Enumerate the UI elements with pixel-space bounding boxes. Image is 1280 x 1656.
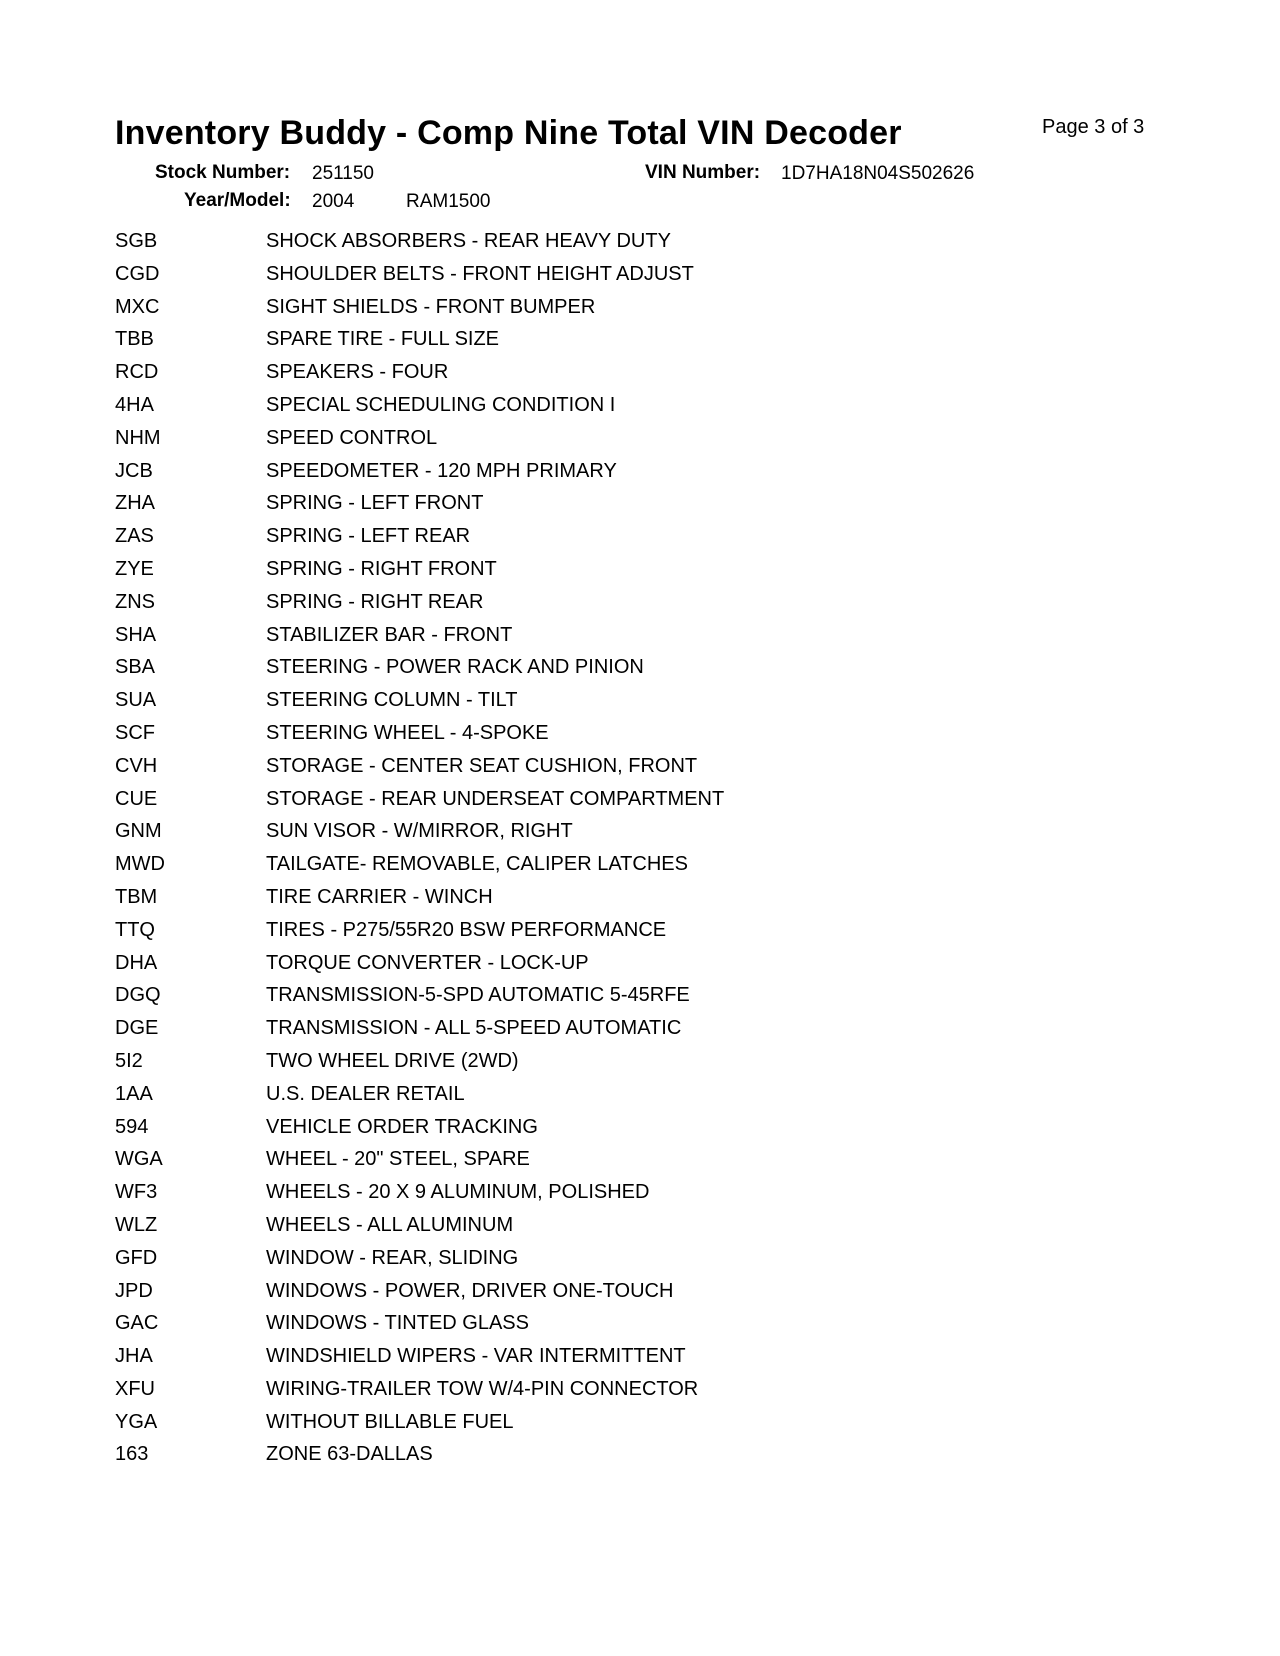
model-value: RAM1500 — [406, 191, 491, 212]
option-code-list — [115, 228, 1015, 1474]
list-item — [115, 1376, 1015, 1409]
option-description: SPRING - LEFT REAR — [266, 525, 471, 548]
list-item — [115, 556, 1015, 589]
option-description: STEERING COLUMN - TILT — [266, 689, 518, 712]
list-item — [115, 917, 1015, 950]
option-description: STABILIZER BAR - FRONT — [266, 623, 513, 646]
list-item — [115, 1343, 1015, 1376]
list-item — [115, 294, 1015, 327]
option-code: 4HA — [115, 393, 154, 416]
list-item — [115, 1081, 1015, 1114]
option-code: DGQ — [115, 984, 161, 1007]
option-description: SPEED CONTROL — [266, 426, 438, 449]
option-code: MWD — [115, 853, 165, 876]
list-item — [115, 359, 1015, 392]
list-item — [115, 261, 1015, 294]
option-description: ZONE 63-DALLAS — [266, 1443, 433, 1466]
option-description: WINDSHIELD WIPERS - VAR INTERMITTENT — [266, 1345, 686, 1368]
list-item — [115, 786, 1015, 819]
option-code: TBM — [115, 885, 158, 908]
list-item — [115, 720, 1015, 753]
option-description: SIGHT SHIELDS - FRONT BUMPER — [266, 295, 596, 318]
option-description: WINDOWS - POWER, DRIVER ONE-TOUCH — [266, 1279, 674, 1302]
option-description: WITHOUT BILLABLE FUEL — [266, 1410, 514, 1433]
list-item — [115, 392, 1015, 425]
option-code: ZNS — [115, 590, 155, 613]
list-item — [115, 1179, 1015, 1212]
option-code: MXC — [115, 295, 160, 318]
option-code: ZAS — [115, 525, 154, 548]
option-code: 594 — [115, 1115, 149, 1138]
list-item — [115, 326, 1015, 359]
option-code: NHM — [115, 426, 161, 449]
option-description: WHEELS - ALL ALUMINUM — [266, 1213, 514, 1236]
list-item — [115, 1048, 1015, 1081]
option-code: ZHA — [115, 492, 155, 515]
option-description: TRANSMISSION-5-SPD AUTOMATIC 5-45RFE — [266, 984, 690, 1007]
option-code: SGB — [115, 230, 158, 252]
option-description: TIRE CARRIER - WINCH — [266, 885, 493, 908]
list-item — [115, 1114, 1015, 1147]
option-code: WGA — [115, 1148, 163, 1171]
list-item — [115, 753, 1015, 786]
option-description: SPRING - RIGHT FRONT — [266, 557, 497, 580]
option-description: WINDOW - REAR, SLIDING — [266, 1246, 519, 1269]
option-description: STEERING - POWER RACK AND PINION — [266, 656, 644, 679]
option-code: 1AA — [115, 1082, 153, 1105]
page-title: Inventory Buddy - Comp Nine Total VIN Decoder — [115, 114, 902, 152]
option-description: WHEEL - 20" STEEL, SPARE — [266, 1148, 530, 1171]
list-item — [115, 884, 1015, 917]
option-code: 163 — [115, 1443, 149, 1466]
option-description: TIRES - P275/55R20 BSW PERFORMANCE — [266, 918, 667, 941]
list-item — [115, 1278, 1015, 1311]
list-item — [115, 622, 1015, 655]
option-description: SUN VISOR - W/MIRROR, RIGHT — [266, 820, 573, 843]
list-item — [115, 1310, 1015, 1343]
option-code: WF3 — [115, 1181, 158, 1204]
list-item — [115, 1441, 1015, 1474]
list-item — [115, 490, 1015, 523]
stock-number-value: 251150 — [312, 163, 374, 184]
option-description: SPRING - RIGHT REAR — [266, 590, 484, 613]
option-code: XFU — [115, 1377, 155, 1400]
option-code: TBB — [115, 328, 154, 351]
option-code: JCB — [115, 459, 153, 482]
option-code: SBA — [115, 656, 156, 679]
option-code: 5I2 — [115, 1049, 143, 1072]
option-code: DGE — [115, 1017, 159, 1040]
option-code: WLZ — [115, 1213, 158, 1236]
option-code: SHA — [115, 623, 157, 646]
list-item — [115, 950, 1015, 983]
option-code: CUE — [115, 787, 158, 810]
list-item — [115, 654, 1015, 687]
option-code: SUA — [115, 689, 157, 712]
option-code: ZYE — [115, 557, 154, 580]
option-description: TRANSMISSION - ALL 5-SPEED AUTOMATIC — [266, 1017, 682, 1040]
option-code: CVH — [115, 754, 158, 777]
option-description: SPECIAL SCHEDULING CONDITION I — [266, 393, 616, 416]
option-code: YGA — [115, 1410, 158, 1433]
option-description: SHOCK ABSORBERS - REAR HEAVY DUTY — [266, 230, 671, 252]
option-description: SHOULDER BELTS - FRONT HEIGHT ADJUST — [266, 262, 694, 285]
option-code: SCF — [115, 721, 155, 744]
list-item — [115, 818, 1015, 851]
option-code: TTQ — [115, 918, 155, 941]
list-item — [115, 589, 1015, 622]
year-value: 2004 — [312, 191, 355, 212]
option-code: GFD — [115, 1246, 158, 1269]
list-item — [115, 851, 1015, 884]
year-model-label: Year/Model: — [184, 190, 291, 211]
option-description: U.S. DEALER RETAIL — [266, 1082, 465, 1105]
list-item — [115, 228, 1015, 261]
option-description: SPEAKERS - FOUR — [266, 361, 449, 384]
option-description: SPARE TIRE - FULL SIZE — [266, 328, 500, 351]
list-item — [115, 1245, 1015, 1278]
option-description: TORQUE CONVERTER - LOCK-UP — [266, 951, 589, 974]
option-code: RCD — [115, 361, 159, 384]
option-description: TWO WHEEL DRIVE (2WD) — [266, 1049, 519, 1072]
vin-number-label: VIN Number: — [645, 162, 761, 183]
option-code: CGD — [115, 262, 160, 285]
option-description: WIRING-TRAILER TOW W/4-PIN CONNECTOR — [266, 1377, 699, 1400]
option-code: GAC — [115, 1312, 159, 1335]
list-item — [115, 523, 1015, 556]
option-code: JHA — [115, 1345, 153, 1368]
option-description: VEHICLE ORDER TRACKING — [266, 1115, 538, 1138]
list-item — [115, 1146, 1015, 1179]
page-number: Page 3 of 3 — [1042, 116, 1145, 138]
list-item — [115, 425, 1015, 458]
option-description: WHEELS - 20 X 9 ALUMINUM, POLISHED — [266, 1181, 650, 1204]
stock-number-label: Stock Number: — [155, 162, 291, 183]
list-item — [115, 1015, 1015, 1048]
option-description: WINDOWS - TINTED GLASS — [266, 1312, 529, 1335]
option-description: SPRING - LEFT FRONT — [266, 492, 484, 515]
option-code: DHA — [115, 951, 158, 974]
option-description: STEERING WHEEL - 4-SPOKE — [266, 721, 549, 744]
option-description: TAILGATE- REMOVABLE, CALIPER LATCHES — [266, 853, 688, 876]
list-item — [115, 982, 1015, 1015]
option-description: STORAGE - CENTER SEAT CUSHION, FRONT — [266, 754, 698, 777]
list-item — [115, 687, 1015, 720]
list-item — [115, 1409, 1015, 1442]
option-description: STORAGE - REAR UNDERSEAT COMPARTMENT — [266, 787, 725, 810]
list-item — [115, 1212, 1015, 1245]
option-description: SPEEDOMETER - 120 MPH PRIMARY — [266, 459, 617, 482]
vin-number-value: 1D7HA18N04S502626 — [781, 163, 975, 184]
option-code: JPD — [115, 1279, 153, 1302]
list-item — [115, 458, 1015, 491]
option-code: GNM — [115, 820, 162, 843]
